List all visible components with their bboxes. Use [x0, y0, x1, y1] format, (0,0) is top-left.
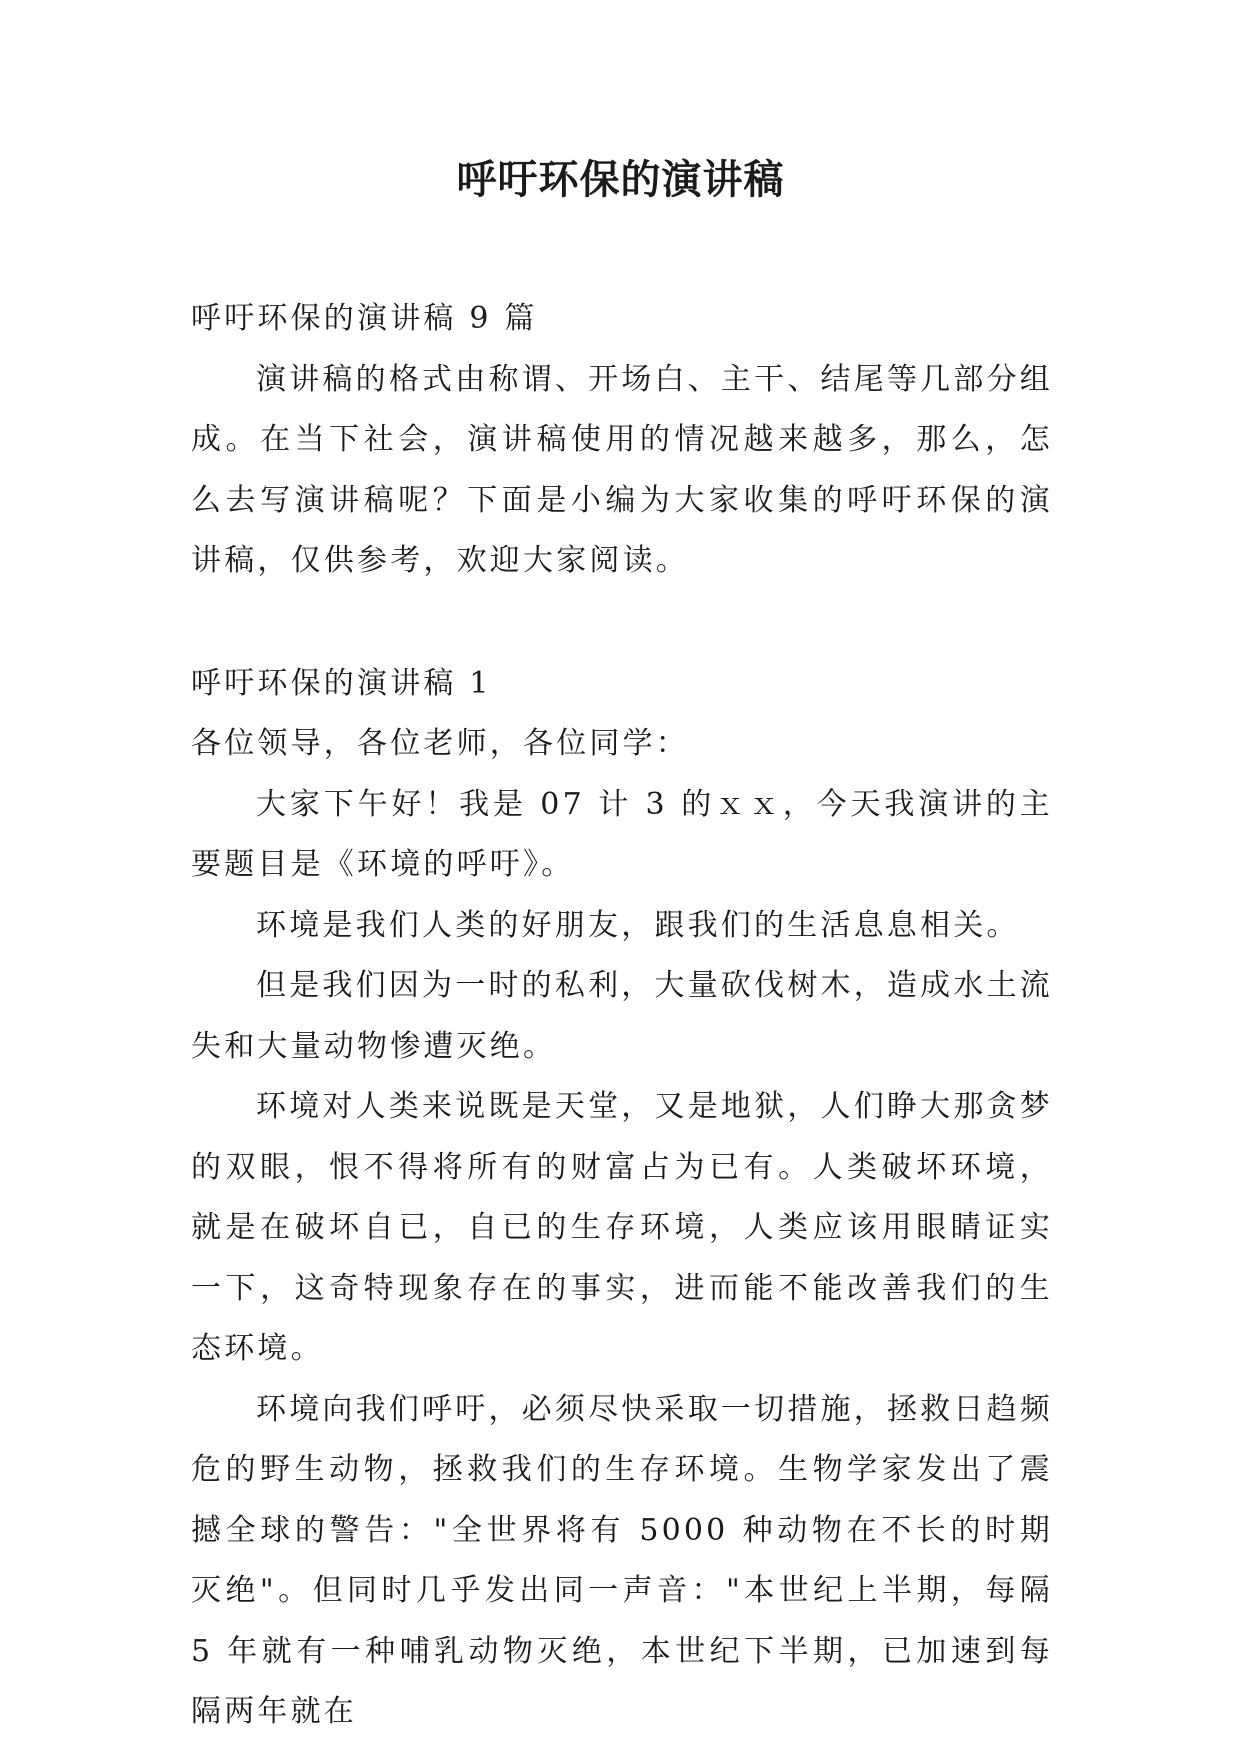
intro-paragraph: 演讲稿的格式由称谓、开场白、主干、结尾等几部分组成。在当下社会，演讲稿使用的情况越来越多，那么，怎么去写演讲稿呢？下面是小编为大家收集的呼吁环保的演讲稿，仅供参考，欢迎大家阅读。	[191, 361, 1053, 578]
speech-paragraph: 但是我们因为一时的私利，大量砍伐树木，造成水土流失和大量动物惨遭灭绝。	[191, 968, 1053, 1064]
section-heading: 呼吁环保的演讲稿 1	[191, 665, 492, 701]
document-title: 呼吁环保的演讲稿	[456, 156, 785, 203]
speech-paragraph: 环境向我们呼吁，必须尽快采取一切措施，拯救日趋频危的野生动物，拯救我们的生存环境。生物学家发出了震撼全球的警告："全世界将有 5000 种动物在不长的时期灭绝"。但同时几乎发出同一声音："本世纪上半期，每隔 5 年就有一种哺乳动物灭绝，本世纪下半期，已加速到每隔两年就在	[191, 1391, 1053, 1729]
speech-paragraph: 环境是我们人类的好朋友，跟我们的生活息息相关。	[256, 907, 1020, 943]
greeting-line: 各位领导，各位老师，各位同学：	[191, 726, 689, 761]
speech-paragraph: 环境对人类来说既是天堂，又是地狱，人们睁大那贪梦的双眼，恨不得将所有的财富占为已有。人类破坏环境，就是在破坏自已，自已的生存环境，人类应该用眼睛证实一下，这奇特现象存在的事实，进而能不能改善我们的生态环境。	[191, 1089, 1053, 1366]
section-spacer	[191, 592, 1053, 654]
document-subtitle: 呼吁环保的演讲稿 9 篇	[191, 301, 538, 336]
speech-paragraph: 大家下午好！我是 07 计 3 的ｘｘ，今天我演讲的主要题目是《环境的呼吁》。	[191, 786, 1053, 882]
document-body	[191, 289, 1053, 1743]
